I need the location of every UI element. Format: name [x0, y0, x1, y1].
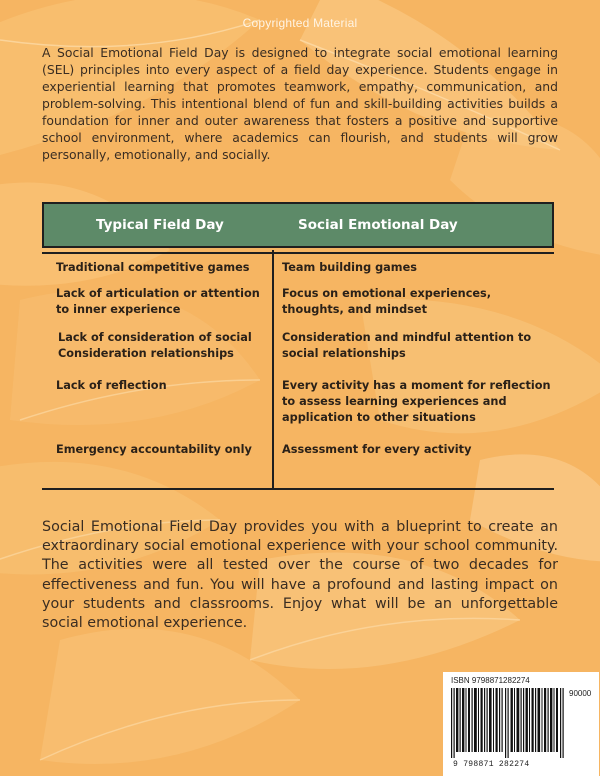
barcode-bars-icon — [449, 688, 567, 758]
table-cell-social: Consideration and mindful attention to social relationships — [282, 331, 532, 360]
table-header — [42, 202, 554, 248]
price-code: 90000 — [569, 689, 592, 698]
barcode-digits: 9 798871 282274 — [453, 760, 530, 769]
header-social-emotional-day: Social Emotional Day — [298, 217, 458, 233]
table-cell-typical: Emergency accountability only — [56, 443, 252, 456]
table-cell-social: Assessment for every activity — [282, 443, 472, 456]
table-cell-typical: Lack of articulation or attention to inner experience — [56, 287, 260, 316]
table-cell-social: Every activity has a moment for reflection to assess learning experiences and application to other situations — [282, 379, 551, 424]
copyright-watermark: Copyrighted Material — [242, 16, 358, 30]
header-typical-field-day: Typical Field Day — [96, 217, 224, 233]
table-cell-typical: Traditional competitive games — [56, 261, 250, 274]
outro-paragraph: Social Emotional Field Day provides you with a blueprint to create an extraordinary social emotional experience with your school community. The activities were all tested over the course of two decades for effectiveness and fun. You will have a profound and lasting impact on your students and classrooms. Enjoy what will be an unforgettable social emotional experience. — [42, 519, 558, 632]
column-divider — [272, 250, 274, 490]
table-cell-social: Focus on emotional experiences, thoughts, and mindset — [282, 287, 492, 316]
table-cell-social: Team building games — [282, 261, 417, 274]
isbn-label: ISBN 9798871282274 — [451, 676, 530, 685]
intro-paragraph: A Social Emotional Field Day is designed to integrate social emotional learning (SEL) principles into every aspect of a field day experience. Students engage in experiential learning that promotes teamwork, empathy, communication, and problem-solving. This intentional blend of fun and skill-building activities builds a foundation for inner and outer awareness that fosters a positive and supportive school environment, where academics can flourish, and students will grow personally, emotionally, and socially. — [42, 45, 558, 162]
table-cell-typical: Lack of reflection — [56, 379, 167, 392]
table-cell-typical: Lack of consideration of social Consideration relationships — [58, 331, 252, 360]
comparison-table — [42, 202, 554, 490]
isbn-barcode — [443, 672, 599, 776]
